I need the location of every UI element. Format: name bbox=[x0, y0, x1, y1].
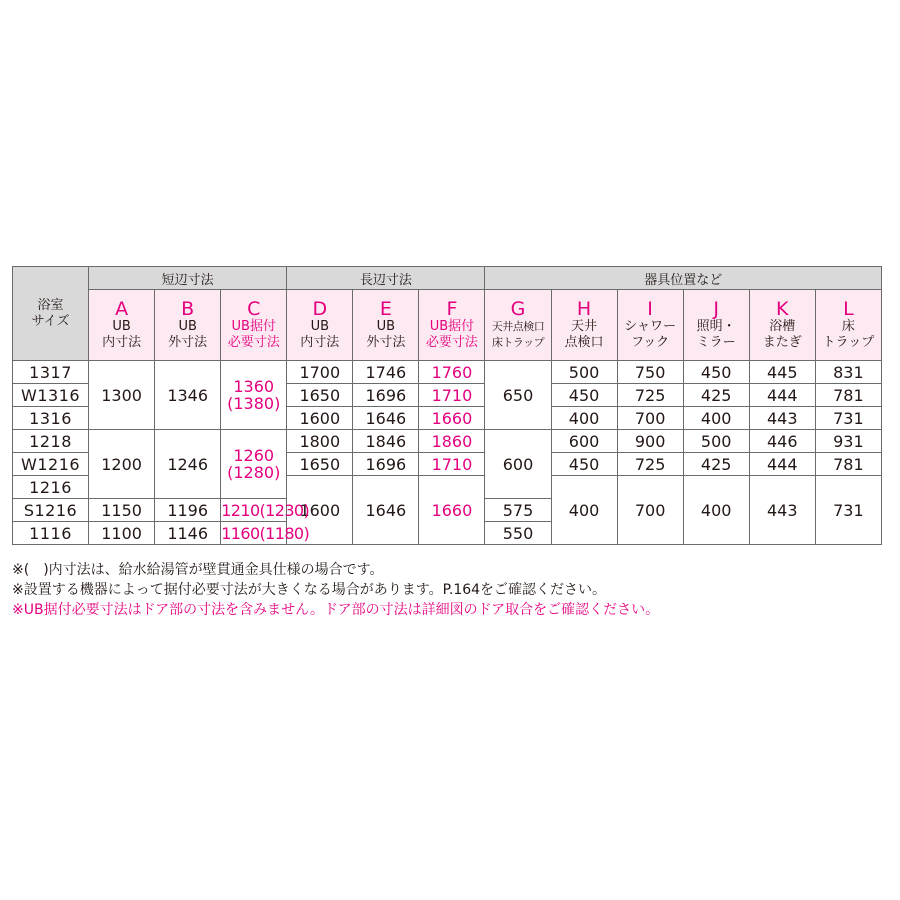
cell-j: 400 bbox=[683, 476, 749, 545]
cell-k: 444 bbox=[749, 453, 815, 476]
cell-e: 1696 bbox=[353, 384, 419, 407]
column-header-a: A UB 内寸法 bbox=[89, 290, 155, 361]
column-header-f: F UB据付 必要寸法 bbox=[419, 290, 485, 361]
cell-j: 400 bbox=[683, 407, 749, 430]
size-label: W1216 bbox=[13, 453, 89, 476]
cell-f: 1860 bbox=[419, 430, 485, 453]
cell-h: 600 bbox=[551, 430, 617, 453]
cell-j: 500 bbox=[683, 430, 749, 453]
column-header-j: J 照明・ ミラー bbox=[683, 290, 749, 361]
cell-i: 700 bbox=[617, 407, 683, 430]
cell-a: 1150 bbox=[89, 499, 155, 522]
cell-c: 1160(1180) bbox=[221, 523, 310, 543]
cell-l: 731 bbox=[815, 407, 881, 430]
cell-i: 900 bbox=[617, 430, 683, 453]
cell-f: 1710 bbox=[419, 453, 485, 476]
cell-k: 445 bbox=[749, 361, 815, 384]
column-header-d: D UB 内寸法 bbox=[287, 290, 353, 361]
cell-f: 1710 bbox=[419, 384, 485, 407]
size-label: 1218 bbox=[13, 430, 89, 453]
group-long-side: 長辺寸法 bbox=[287, 267, 485, 290]
cell-k: 446 bbox=[749, 430, 815, 453]
table-row bbox=[13, 361, 882, 384]
size-label: S1216 bbox=[13, 499, 89, 522]
cell-e: 1846 bbox=[353, 430, 419, 453]
cell-a: 1200 bbox=[89, 430, 155, 499]
footnote-2: ※設置する機器によって据付必要寸法が大きくなる場合があります。P.164をご確認ください。 bbox=[12, 582, 607, 598]
column-header-k: K 浴槽 またぎ bbox=[749, 290, 815, 361]
size-header: 浴室 サイズ bbox=[13, 267, 89, 361]
cell-c: 1210(1230) bbox=[221, 500, 310, 520]
cell-c: 1360 (1380) bbox=[221, 361, 287, 430]
cell-i: 700 bbox=[617, 476, 683, 545]
column-header-h: H 天井 点検口 bbox=[551, 290, 617, 361]
cell-k: 443 bbox=[749, 407, 815, 430]
cell-j: 425 bbox=[683, 453, 749, 476]
cell-b: 1146 bbox=[155, 522, 221, 545]
cell-f: 1760 bbox=[419, 361, 485, 384]
cell-a: 1100 bbox=[89, 522, 155, 545]
cell-h: 450 bbox=[551, 384, 617, 407]
cell-d: 1650 bbox=[287, 384, 353, 407]
cell-k: 443 bbox=[749, 476, 815, 545]
cell-l: 831 bbox=[815, 361, 881, 384]
cell-b: 1246 bbox=[155, 430, 221, 499]
cell-i: 725 bbox=[617, 453, 683, 476]
column-header-c: C UB据付 必要寸法 bbox=[221, 290, 287, 361]
size-label: 1316 bbox=[13, 407, 89, 430]
column-header-g: G 天井点検口 床トラップ bbox=[485, 290, 551, 361]
cell-h: 400 bbox=[551, 407, 617, 430]
group-short-side: 短辺寸法 bbox=[89, 267, 287, 290]
cell-b: 1196 bbox=[155, 499, 221, 522]
cell-f: 1660 bbox=[419, 407, 485, 430]
cell-h: 400 bbox=[551, 476, 617, 545]
group-fixture-position: 器具位置など bbox=[485, 267, 882, 290]
cell-k: 444 bbox=[749, 384, 815, 407]
column-header-b: B UB 外寸法 bbox=[155, 290, 221, 361]
column-header-l: L 床 トラップ bbox=[815, 290, 881, 361]
cell-c: 1260 (1280) bbox=[221, 430, 287, 499]
size-label: 1317 bbox=[13, 361, 89, 384]
cell-g: 650 bbox=[485, 361, 551, 430]
size-label: 1116 bbox=[13, 522, 89, 545]
size-label: W1316 bbox=[13, 384, 89, 407]
cell-d: 1800 bbox=[287, 430, 353, 453]
table-row bbox=[13, 430, 882, 453]
column-header-e: E UB 外寸法 bbox=[353, 290, 419, 361]
cell-g: 600 bbox=[485, 430, 551, 499]
cell-d: 1600 bbox=[287, 407, 353, 430]
cell-e: 1646 bbox=[353, 407, 419, 430]
cell-l: 781 bbox=[815, 384, 881, 407]
column-header-i: I シャワー フック bbox=[617, 290, 683, 361]
footnote-1: ※( )内寸法は、給水給湯管が壁貫通金具仕様の場合です。 bbox=[12, 562, 384, 578]
cell-g: 550 bbox=[485, 522, 551, 545]
cell-e: 1746 bbox=[353, 361, 419, 384]
cell-j: 450 bbox=[683, 361, 749, 384]
size-label: 1216 bbox=[13, 476, 89, 499]
cell-f: 1660 bbox=[419, 476, 485, 545]
cell-i: 750 bbox=[617, 361, 683, 384]
cell-b: 1346 bbox=[155, 361, 221, 430]
cell-e: 1646 bbox=[353, 476, 419, 545]
cell-l: 781 bbox=[815, 453, 881, 476]
cell-d: 1600 bbox=[287, 476, 353, 545]
cell-d: 1700 bbox=[287, 361, 353, 384]
cell-h: 500 bbox=[551, 361, 617, 384]
cell-e: 1696 bbox=[353, 453, 419, 476]
cell-l: 931 bbox=[815, 430, 881, 453]
footnote-3: ※UB据付必要寸法はドア部の寸法を含みません。ドア部の寸法は詳細図のドア取合をご確認ください。 bbox=[12, 602, 660, 618]
cell-a: 1300 bbox=[89, 361, 155, 430]
cell-l: 731 bbox=[815, 476, 881, 545]
cell-g: 575 bbox=[485, 499, 551, 522]
footnotes bbox=[12, 560, 659, 620]
dimension-table bbox=[12, 266, 882, 545]
cell-d: 1650 bbox=[287, 453, 353, 476]
cell-j: 425 bbox=[683, 384, 749, 407]
cell-i: 725 bbox=[617, 384, 683, 407]
cell-h: 450 bbox=[551, 453, 617, 476]
